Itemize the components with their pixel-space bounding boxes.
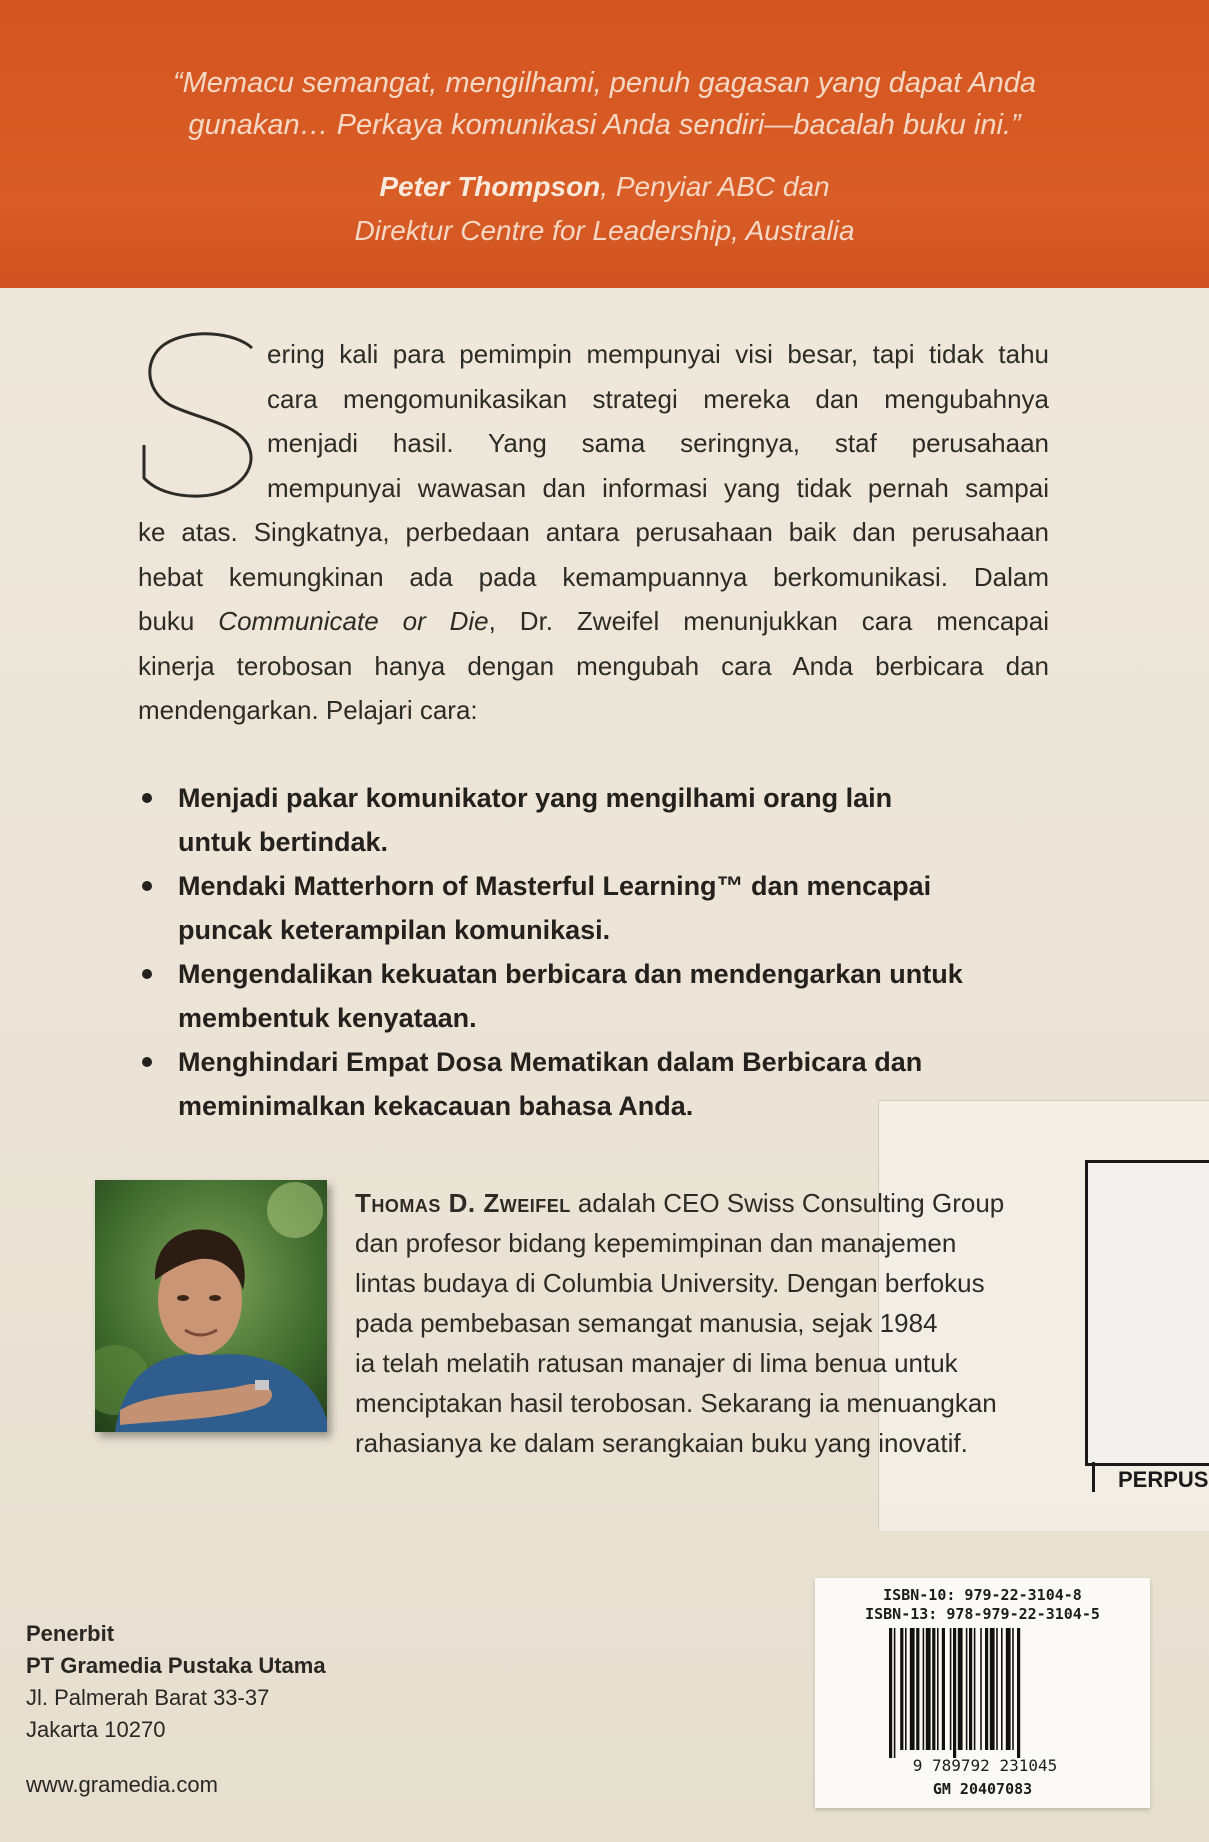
barcode-bar [996, 1628, 998, 1750]
barcode-bar [958, 1628, 963, 1750]
barcode-bar [990, 1628, 995, 1750]
barcode-bar [916, 1628, 919, 1750]
barcode-bar [900, 1628, 903, 1750]
library-sticker-box [1085, 1160, 1209, 1466]
publisher-name: PT Gramedia Pustaka Utama [26, 1653, 326, 1678]
bullet-line: Menghindari Empat Dosa Mematikan dalam Berbicara dan [178, 1047, 923, 1077]
publisher-city: Jakarta 10270 [26, 1717, 166, 1742]
description-body [138, 510, 1049, 733]
barcode-bar [923, 1628, 925, 1750]
description-lead [267, 332, 1049, 510]
barcode-bar [980, 1628, 982, 1750]
bullet-line: membentuk kenyataan. [178, 1003, 477, 1033]
barcode-icon [889, 1628, 1089, 1758]
barcode-bar [910, 1628, 915, 1750]
bio-line: lintas budaya di Columbia University. Dengan berfokus [355, 1268, 985, 1298]
description-line: kinerja terobosan hanya dengan mengubah cara Anda berbicara dan [138, 650, 1049, 681]
barcode-bar [926, 1628, 931, 1750]
publisher-website: www.gramedia.com [26, 1772, 218, 1797]
author-name: Thomas D. Zweifel [355, 1188, 571, 1218]
bio-line-part: adalah CEO Swiss Consulting Group [570, 1188, 1005, 1218]
barcode-bar [953, 1628, 956, 1758]
bullet-icon [142, 881, 152, 891]
endorser-role: , Penyiar ABC dan [600, 171, 830, 202]
library-sticker-label: PERPUS [1118, 1467, 1209, 1492]
bullet-line: puncak keterampilan komunikasi. [178, 915, 611, 945]
publisher-label: Penerbit [26, 1621, 115, 1646]
description-line: mendengarkan. Pelajari cara: [138, 695, 478, 725]
quote-line: “Memacu semangat, mengilhami, penuh gagasan yang dapat Anda [172, 67, 1037, 99]
barcode-bar [932, 1628, 935, 1750]
description-line-part: , Dr. Zweifel menunjukkan cara mencapai [488, 606, 1049, 636]
barcode-bar [969, 1628, 972, 1750]
bullet-line: Menjadi pakar komunikator yang mengilhami orang lain [178, 783, 893, 813]
barcode-bar [966, 1628, 968, 1750]
bullet-icon [142, 969, 152, 979]
barcode-bar [1006, 1628, 1011, 1750]
endorser-name: Peter Thompson [379, 171, 601, 202]
endorsement-attribution [120, 165, 1089, 253]
description-line-part: buku [138, 606, 219, 636]
description-line [138, 599, 1049, 644]
book-title: Communicate or Die [218, 606, 489, 636]
benefits-list [138, 776, 1068, 1128]
barcode-bar [889, 1628, 892, 1758]
barcode-bar [1017, 1628, 1020, 1758]
description-line: ering kali para pemimpin mempunyai visi besar, tapi tidak tahu [267, 339, 1049, 369]
list-item [138, 864, 1068, 952]
barcode-bar [1001, 1628, 1003, 1750]
library-sticker-divider [1092, 1462, 1095, 1492]
isbn-barcode-label [815, 1578, 1150, 1808]
endorsement-quote [120, 62, 1089, 146]
list-item [138, 776, 1068, 864]
publisher-info [26, 1618, 326, 1746]
description-line: ke atas. Singkatnya, perbedaan antara perusahaan baik dan perusahaan [138, 517, 1049, 547]
description-line: hebat kemungkinan ada pada kemampuannya berkomunikasi. Dalam [138, 561, 1049, 592]
description-line: menjadi hasil. Yang sama seringnya, staf perusahaan [267, 428, 1049, 458]
barcode-bar [937, 1628, 939, 1750]
bio-line: rahasianya ke dalam serangkaian buku yang inovatif. [355, 1428, 968, 1458]
author-bio [355, 1183, 1075, 1463]
bullet-line: Mendaki Matterhorn of Masterful Learning™ dan mencapai [178, 871, 932, 901]
barcode-bar [905, 1628, 907, 1750]
list-item [138, 952, 1068, 1040]
barcode-bar [1012, 1628, 1014, 1750]
barcode-digits: 9 789792 231045 [912, 1756, 1058, 1775]
bullet-icon [142, 793, 152, 803]
bullet-icon [142, 1057, 152, 1067]
bio-line: pada pembebasan semangat manusia, sejak 1984 [355, 1308, 938, 1338]
bio-line: ia telah melatih ratusan manajer di lima benua untuk [355, 1348, 958, 1378]
barcode-bar [942, 1628, 945, 1750]
endorser-role-line2: Direktur Centre for Leadership, Australia [354, 215, 855, 246]
publisher-address: Jl. Palmerah Barat 33-37 [26, 1685, 270, 1710]
inventory-code: GM 20407083 [932, 1780, 1033, 1798]
description-line: cara mengomunikasikan strategi mereka dan mengubahnya [267, 383, 1049, 414]
barcode-bar [974, 1628, 976, 1750]
isbn-10: ISBN-10: 979-22-3104-8 [883, 1586, 1082, 1604]
bio-line: menciptakan hasil terobosan. Sekarang ia menuangkan [355, 1388, 997, 1418]
isbn-13: ISBN-13: 978-979-22-3104-5 [865, 1605, 1100, 1623]
author-photo [95, 1180, 327, 1432]
bio-line [355, 1183, 1075, 1223]
barcode-bar [950, 1628, 952, 1750]
dropcap-letter-s [140, 330, 260, 500]
quote-line: gunakan… Perkaya komunikasi Anda sendiri—bacalah buku ini.” [188, 109, 1021, 141]
barcode-bar [985, 1628, 988, 1750]
bullet-line: meminimalkan kekacauan bahasa Anda. [178, 1091, 694, 1121]
bio-line: dan profesor bidang kepemimpinan dan manajemen [355, 1228, 957, 1258]
barcode-bar [894, 1628, 896, 1758]
bullet-line: Mengendalikan kekuatan berbicara dan mendengarkan untuk [178, 959, 963, 989]
description-line: mempunyai wawasan dan informasi yang tidak pernah sampai [267, 472, 1049, 503]
bullet-line: untuk bertindak. [178, 827, 389, 857]
